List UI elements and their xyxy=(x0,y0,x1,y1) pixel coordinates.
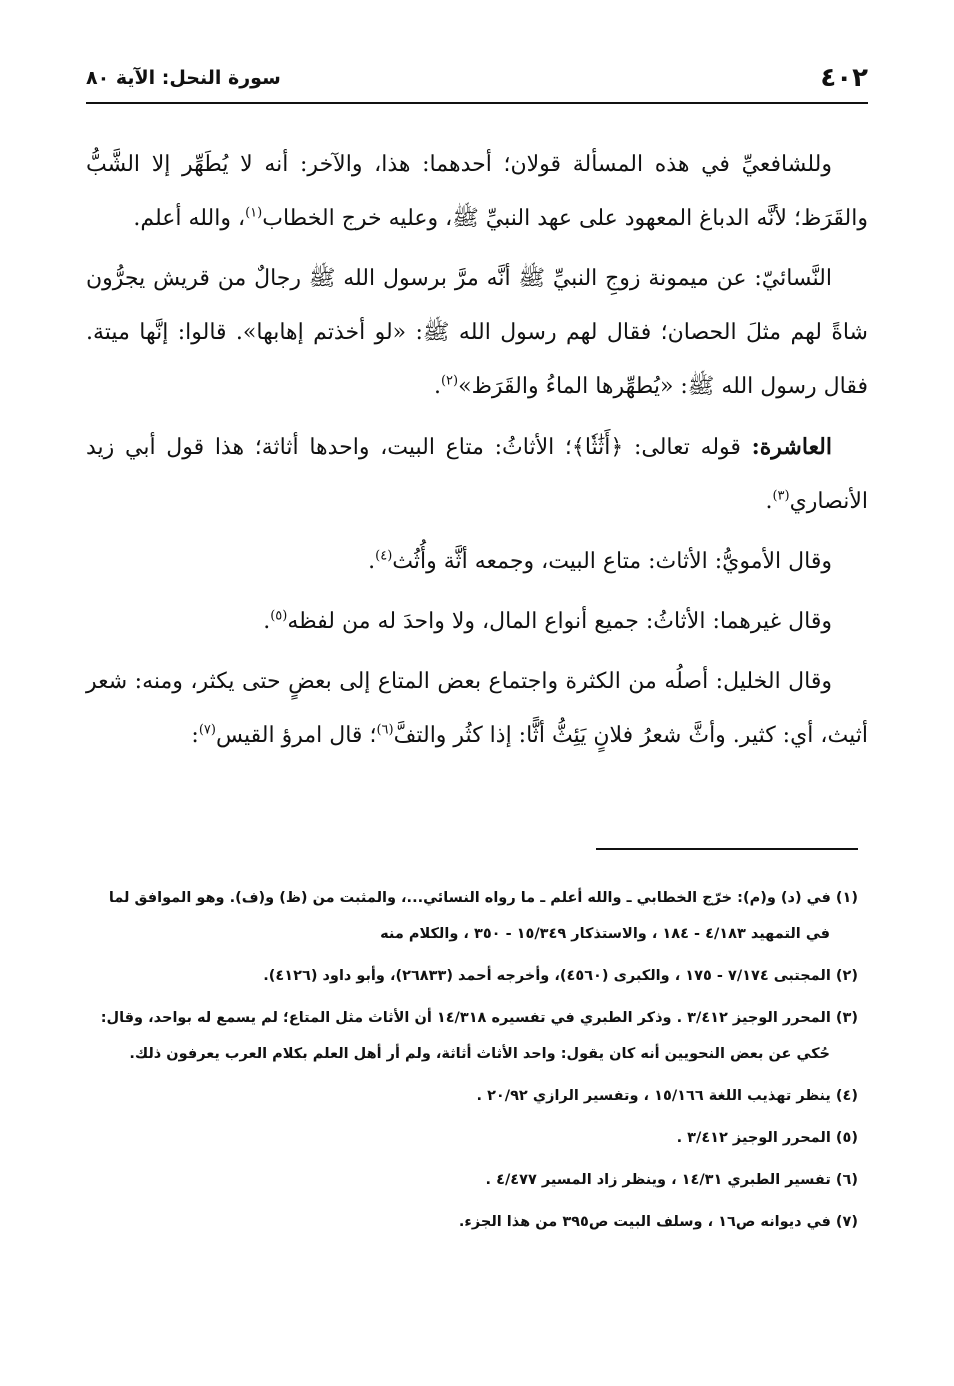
paragraph-text: وقال الأمويُّ: الأثاث: متاع البيت، وجمعه أثَّة وأُثُث xyxy=(392,549,832,574)
footnote-ref[interactable]: (٥) xyxy=(270,608,288,624)
footnote-ref[interactable]: (١) xyxy=(245,205,263,221)
header-divider xyxy=(86,102,868,104)
footnote-5: (٥) المحرر الوجيز ٣/٤١٢ . xyxy=(676,1130,858,1146)
paragraph-tail: ، والله أعلم. xyxy=(133,206,246,231)
footnote-6: (٦) تفسير الطبري ١٤/٣١ ، وينظر زاد المسير ٤/٤٧٧ . xyxy=(485,1172,858,1188)
paragraph-tail: . xyxy=(433,374,441,399)
page-header xyxy=(86,58,868,98)
footnote-ref[interactable]: (٤) xyxy=(375,548,393,564)
paragraph-text: وقال غيرهما: الأثاثُ: جميع أنواع المال، ولا واحدَ له من لفظه xyxy=(287,609,832,634)
footnotes xyxy=(86,880,858,1246)
paragraph-tenth xyxy=(86,420,868,529)
paragraph-nasai xyxy=(86,252,868,414)
paragraph-tail: . xyxy=(765,489,773,514)
section-heading: العاشرة: xyxy=(751,434,832,460)
paragraph-shafii xyxy=(86,138,868,246)
footnote-4: (٤) ينظر تهذيب اللغة ١٥/١٦٦ ، وتفسير الرازي ٢٠/٩٢ . xyxy=(476,1088,858,1104)
paragraph-text: وقال الخليل: أصلُه من الكثرة واجتماع بعض المتاع إلى بعضٍ حتى يكثر، ومنه: شعر أثيث، أي: كثير. وأثَّ شعرُ فلانٍ يَئِثُّ أثًّا: إذا كثُر والتفَّ xyxy=(86,669,868,748)
paragraph-tail: . xyxy=(263,609,271,634)
paragraph-tail: . xyxy=(368,549,376,574)
running-title: سورة النحل: الآية ٨٠ xyxy=(86,67,281,89)
footnote-ref[interactable]: (٦) xyxy=(376,722,394,738)
page-number: ٤٠٢ xyxy=(820,63,868,93)
footnote-1: (١) في (د) و(م): خرّج الخطابي ـ والله أعلم ـ ما رواه النسائي...، والمثبت من (ظ) و(ف). وهو الموافق لما في التمهيد ٤/١٨٣ - ١٨٤ ، والاستذكار ١٥/٣٤٩ - ٣٥٠ ، والكلام منه xyxy=(108,890,858,942)
paragraph-tail: : xyxy=(191,723,199,748)
footnote-7: (٧) في ديوانه ص١٦ ، وسلف البيت ص٣٩٥ من هذا الجزء. xyxy=(458,1214,858,1230)
footnote-ref[interactable]: (٧) xyxy=(198,722,216,738)
paragraph-others xyxy=(86,595,868,649)
footnote-ref[interactable]: (٢) xyxy=(440,373,459,389)
paragraph-khalil xyxy=(86,655,868,763)
main-text xyxy=(86,138,868,769)
footnote-divider xyxy=(596,848,858,850)
paragraph-text: وللشافعيِّ في هذه المسألة قولان؛ أحدهما: هذا، والآخر: أنه لا يُطَهِّر إلا الشَّبُّ والقَرَظ؛ لأنَّه الدباغ المعهود على عهد النبيِّ ﷺ، وعليه خرج الخطاب xyxy=(86,152,868,231)
paragraph-tail: ؛ قال امرؤ القيس xyxy=(215,723,377,748)
footnote-2: (٢) المجتبى ٧/١٧٤ - ١٧٥ ، والكبرى (٤٥٦٠)، وأخرجه أحمد (٢٦٨٣٣)، وأبو داود (٤١٢٦). xyxy=(263,968,858,984)
paragraph-text: النَّسائيّ: عن ميمونة زوجِ النبيِّ ﷺ أنَّه مرَّ برسول الله ﷺ رجالٌ من قريش يجرُّون شاةً لهم مثلَ الحصان؛ فقال لهم رسول الله ﷺ: «لو أخذتم إهابها». قالوا: إنَّها ميتة. فقال رسول الله ﷺ: «يُطهِّرها الماءُ والقَرَظ» xyxy=(86,266,868,399)
footnote-3: (٣) المحرر الوجيز ٣/٤١٢ . وذكر الطبري في تفسيره ١٤/٣١٨ أن الأثاث مثل المتاع؛ لم يسمع له بواحد، وقال: حُكي عن بعض النحويين أنه كان يقول: واحد الأثاث أثاثة، ولم أر أهل العلم بكلام العرب يعرفون ذلك. xyxy=(100,1010,858,1062)
paragraph-umawi xyxy=(86,535,868,589)
footnote-ref[interactable]: (٣) xyxy=(772,488,790,504)
paragraph-text: قوله تعالى: ﴿أَثَٰثٗا﴾؛ الأثاثُ: متاع البيت، واحدها أثاثة؛ هذا قول أبي زيد الأنصاري xyxy=(86,435,868,514)
